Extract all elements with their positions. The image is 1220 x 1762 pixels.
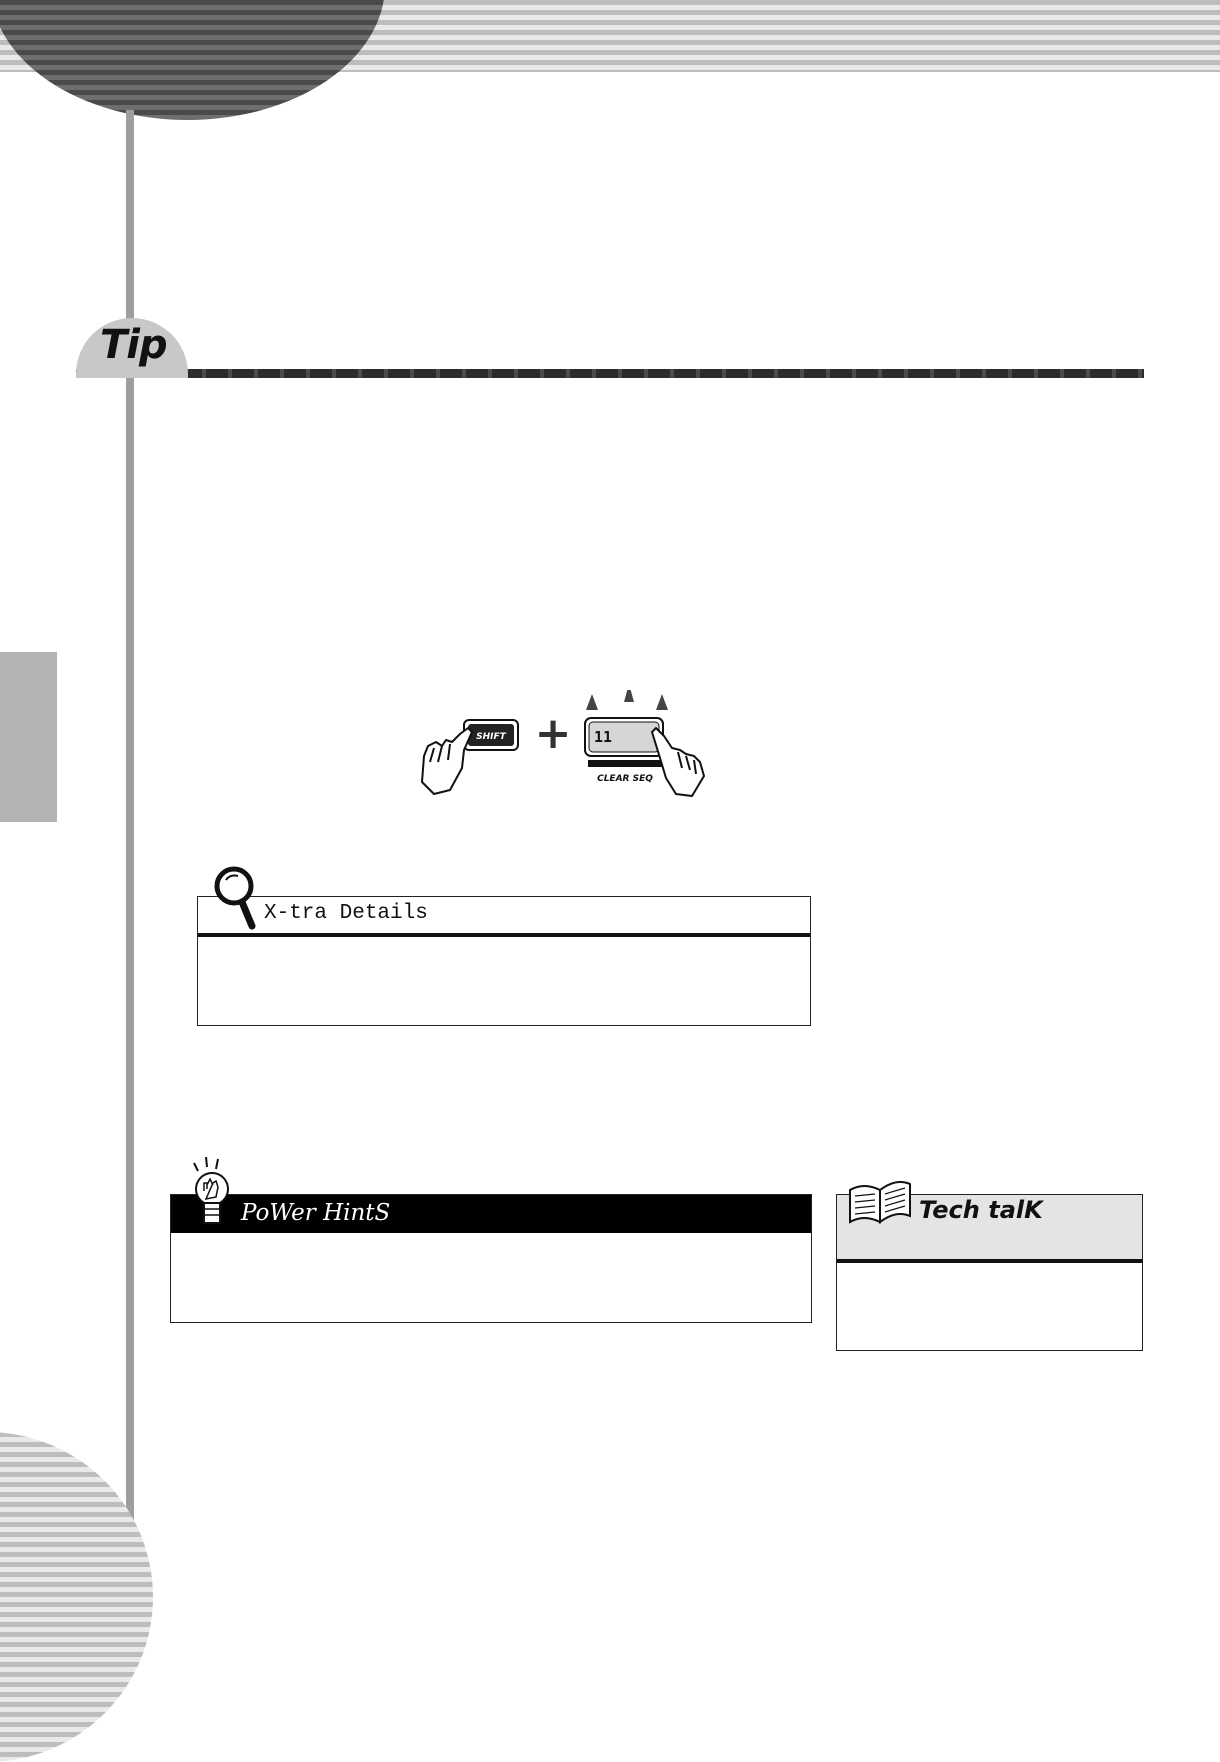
shift-plus-key-illustration (420, 690, 720, 810)
tech-talk-title: Tech talK (919, 1196, 1043, 1224)
number-key-label: 11 (594, 728, 613, 746)
xtra-details-box (197, 896, 811, 1026)
number-key-11 (585, 718, 663, 784)
tip-header-rule (76, 369, 1144, 378)
xtra-details-rule (198, 933, 810, 937)
shift-key-label: SHIFT (476, 732, 506, 742)
magnifier-icon (212, 864, 260, 932)
pointing-hand-icon (422, 728, 472, 794)
lightbulb-hand-icon (186, 1157, 242, 1227)
power-hints-box (170, 1194, 812, 1323)
power-hints-title: PoWer HintS (241, 1200, 391, 1226)
flash-indicator-icon (586, 690, 668, 710)
clear-seq-label: CLEAR SEQ (597, 774, 653, 784)
top-corner-oval (0, 0, 385, 120)
chapter-side-tab (0, 652, 57, 822)
tip-heading: Tip (100, 322, 167, 368)
open-book-icon (846, 1176, 914, 1226)
shift-key (464, 720, 518, 750)
xtra-details-title: X-tra Details (264, 902, 428, 925)
plus-symbol: + (534, 708, 572, 759)
tech-talk-rule (837, 1259, 1142, 1263)
